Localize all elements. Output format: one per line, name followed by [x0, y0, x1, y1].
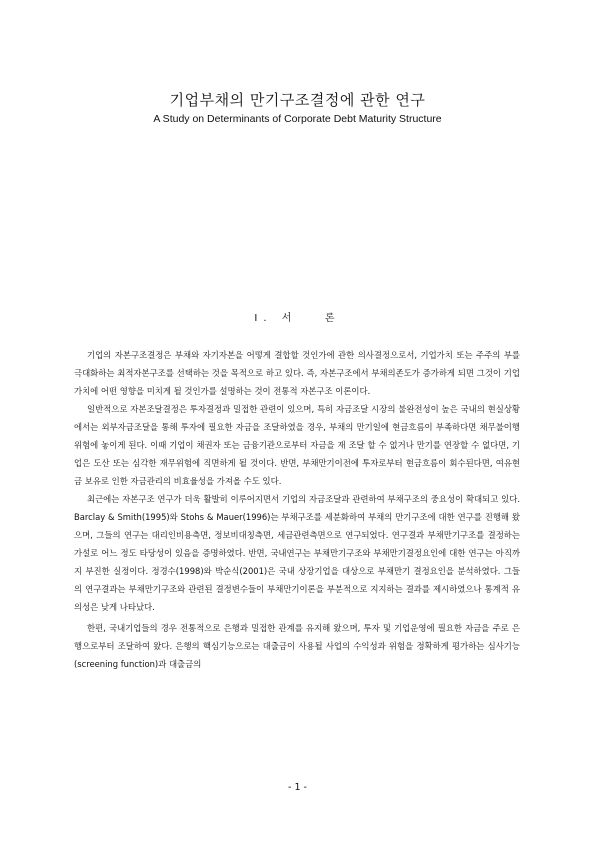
- section-heading: Ⅰ. 서 론: [254, 313, 341, 324]
- paragraph-3: 최근에는 자본구조 연구가 더욱 활발히 이루어지면서 기업의 자금조달과 관련하여 부채구조의 중요성이 확대되고 있다. Barclay & Smith(1995)와 Stohs & Mauer(1996)는 부채구조를 세분화하여 부채의 만기구조에 대한 연구를 진행해 왔으며, 그들의 연구는 대리인비용측면, 정보비대칭측면, 세금관련측면으로 연구되었다. 연구결과 부채만기구조를 결정하는 가설로 어느 정도 타당성이 있음을 증명하였다. 반면, 국내연구는 부채만기구조와 부채만기결정요인에 대한 연구는 아직까지 부진한 실정이다. 정경수(1998)와 박순식(2001)은 국내 상장기업을 대상으로 부채만기 결정요인을 분석하였다. 그들의 연구결과는 부채만기구조와 관련된 결정변수들이 부채만기이론을 부분적으로 지지하는 결과를 제시하였으나 통계적 유의성은 낮게 나타났다.: [74, 494, 520, 612]
- paragraph-4: 한편, 국내기업들의 경우 전통적으로 은행과 밀접한 관계를 유지해 왔으며, 투자 및 기업운영에 필요한 자금을 주로 은행으로부터 조달하여 왔다. 은행의 핵심기능으로는 대출금이 사용될 사업의 수익성과 위험을 정확하게 평가하는 심사기능(screening function)과 대출금의: [74, 623, 520, 669]
- paper-subtitle: A Study on Determinants of Corporate Debt Maturity Structure: [153, 113, 442, 125]
- paragraph-1: 기업의 자본구조결정은 부채와 자기자본을 어떻게 결합할 것인가에 관한 의사결정으로서, 기업가치 또는 주주의 부를 극대화하는 최적자본구조를 선택하는 것을 목적으로 하고 있다. 즉, 자본구조에서 부채의존도가 증가하게 되면 그것이 기업가치에 어떤 영향을 미치게 될 것인가를 설명하는 것이 전통적 자본구조 이론이다.: [74, 350, 520, 396]
- paper-title: 기업부채의 만기구조결정에 관한 연구: [169, 91, 426, 109]
- body-text: [74, 346, 520, 673]
- paragraph-2: 일반적으로 자본조달결정은 투자결정과 밀접한 관련이 있으며, 특히 자금조달 시장의 불완전성이 높은 국내의 현실상황에서는 외부자금조달을 통해 투자에 필요한 자금을 조달하였을 경우, 부채의 만기일에 현금흐름이 부족하다면 채무불이행위험에 놓이게 된다. 이때 기업이 채권자 또는 금융기관으로부터 자금을 재 조달 할 수 없거나 만기를 연장할 수 없다면, 기업은 도산 또는 심각한 재무위험에 직면하게 될 것이다. 반면, 부채만기이전에 투자로부터 현금흐름이 회수된다면, 여유현금 보유로 인한 자금관리의 비효율성을 가져올 수도 있다.: [74, 404, 520, 486]
- page-number: - 1 -: [288, 782, 307, 793]
